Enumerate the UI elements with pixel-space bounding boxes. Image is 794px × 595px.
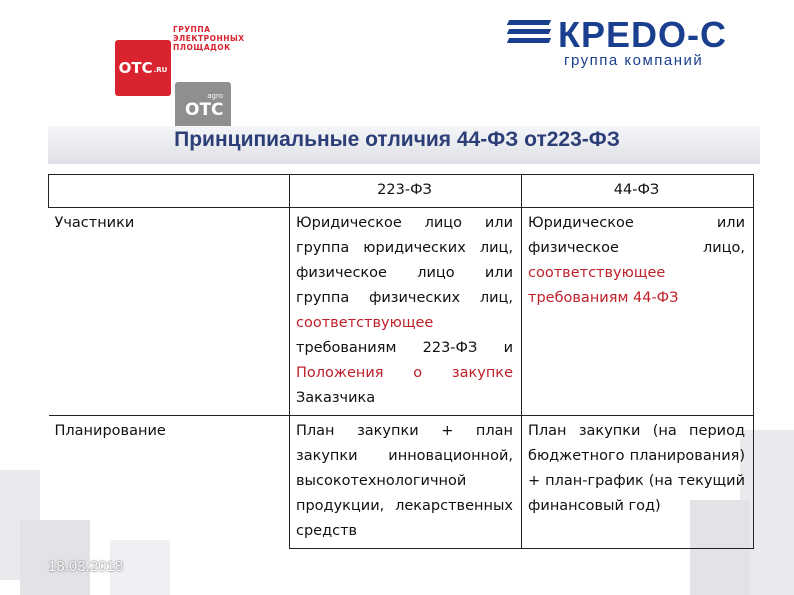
otc-group-text: ГРУППА ЭЛЕКТРОННЫХ ПЛОЩАДОК (173, 25, 245, 52)
cell-44-participants: Юридическое или физическое лицо, соответствующее требованиям 44-ФЗ (522, 208, 754, 416)
row-label-participants: Участники (49, 208, 290, 416)
kredo-subtitle: группа компаний (564, 52, 704, 69)
comparison-table (48, 174, 754, 549)
row-label-planning: Планирование (54, 423, 166, 439)
footer-date: 18.03.2018 (48, 558, 124, 575)
page-title: Принципиальные отличия 44-ФЗ от223-ФЗ (174, 128, 620, 151)
table-header-empty (49, 175, 290, 208)
kredo-mark-icon (508, 20, 550, 50)
otc-logo (115, 20, 255, 120)
table-header-row (49, 175, 754, 208)
cell-223-planning: План закупки + план закупки инновационной, высокотехнологичной продукции, лекарственных средств (290, 416, 522, 549)
table-row (49, 208, 754, 416)
table-header-223: 223-ФЗ (290, 175, 522, 208)
table-header-44: 44-ФЗ (522, 175, 754, 208)
otc-ru-badge: OTC .RU (115, 40, 171, 96)
otc-agro-badge: agro OTC (175, 82, 231, 138)
table-row (49, 416, 754, 549)
kredo-name: КРЕDO-С (558, 14, 727, 55)
cell-44-planning: План закупки (на период бюджетного планирования) + план-график (на текущий финансовый год) (522, 416, 754, 549)
kredo-logo (508, 14, 794, 70)
cell-223-participants: Юридическое лицо или группа юридических лиц, физическое лицо или группа физических лиц, соответствующее требованиям 223-ФЗ и Положения о закупке Заказчика (290, 208, 522, 416)
